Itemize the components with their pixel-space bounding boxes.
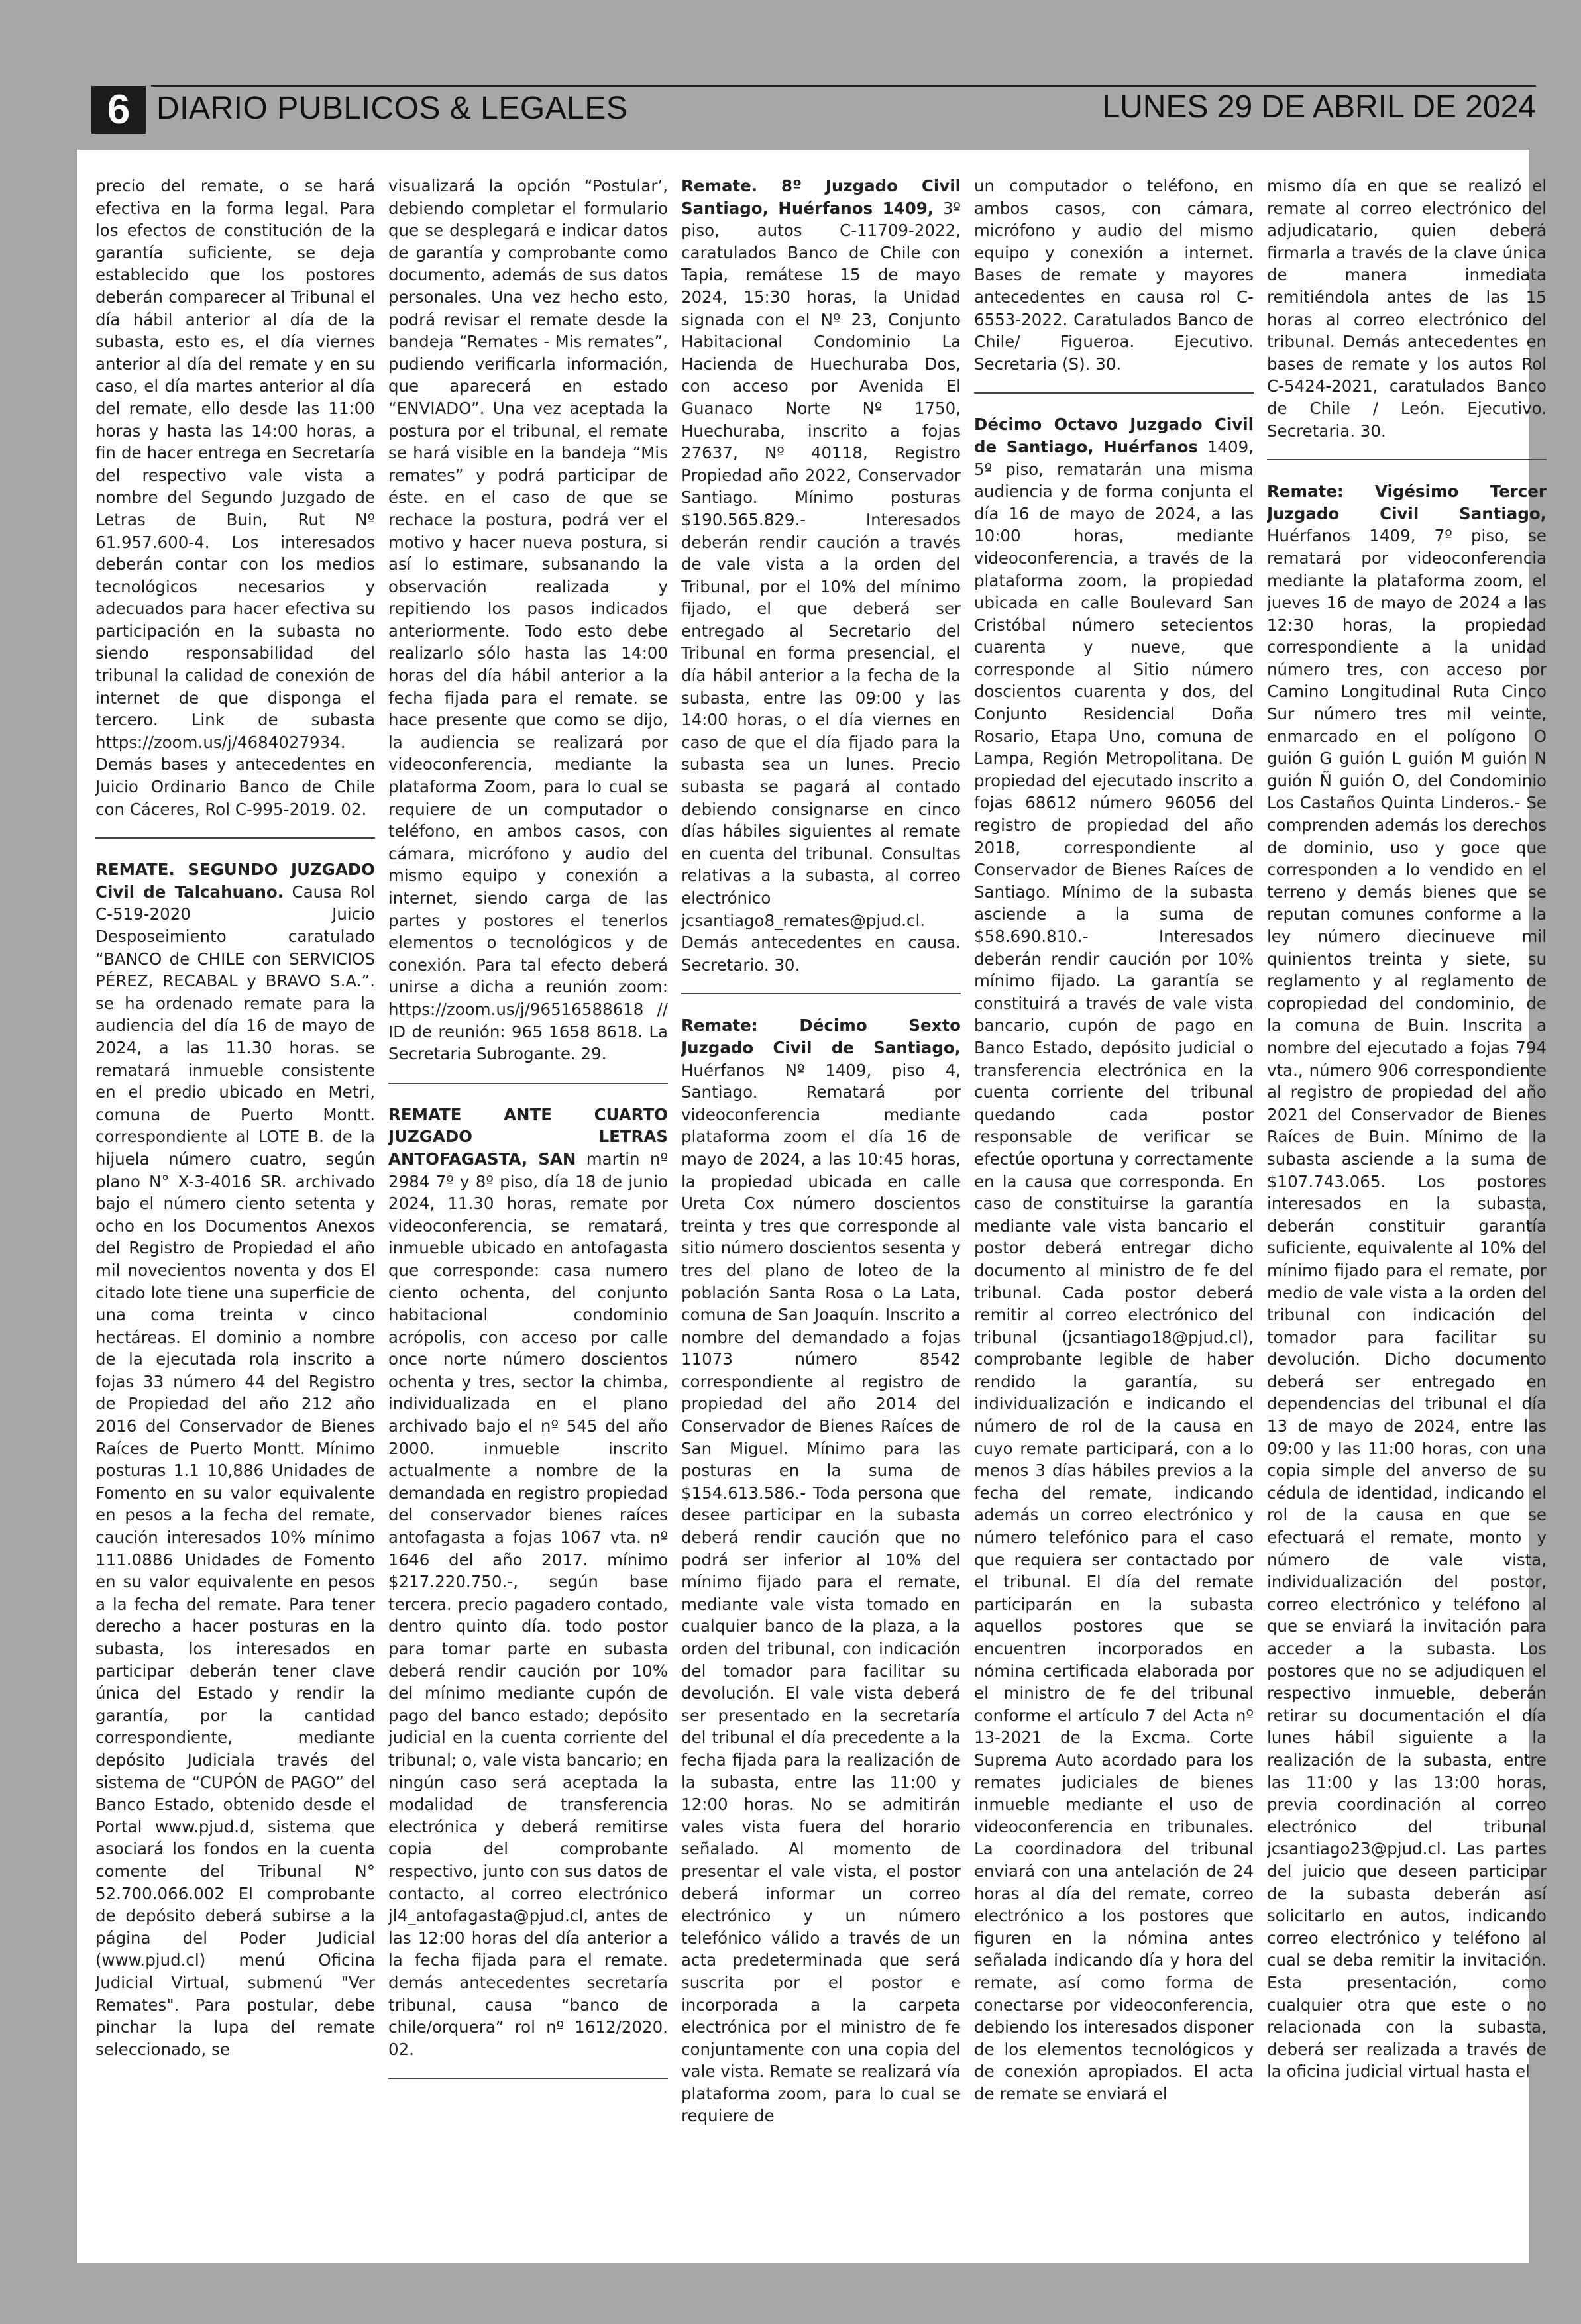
notice-heading: REMATE ANTE CUARTO JUZGADO LETRAS ANTOFAGASTA, SAN [388,1104,668,1169]
notice-text: 1409, 5º piso, rematarán una misma audiencia y de forma conjunta el día 16 de mayo de 2024, a las 10:00 horas, mediante videoconferencia, a través de la plataforma zoom, la propiedad ubicada en calle Boulevard San Cristóbal número setecientos cuarenta y nueve, que corresponde al Sitio número doscientos cuarenta y dos, del Conjunto Residencial Doña Rosario, Etapa Uno, comuna de Lampa, Región Metropolitana. De propiedad del ejecutado inscrito a fojas 68612 número 96056 del registro de propiedad del año 2018, correspondiente al Conservador de Bienes Raíces de Santiago. Mínimo de la subasta asciende a la suma de $58.690.810.- Interesados deberán rendir caución por 10% mínimo fijado. La garantía se constituirá a través de vale vista bancario, cupón de pago en Banco Estado, depósito judicial o transferencia electrónica en la cuenta corriente del tribunal quedando cada postor responsable de verificar se efectúe oportuna y correctamente en la causa que corresponda. En caso de constituirse la garantía mediante vale vista bancario el postor deberá entregar dicho documento al ministro de fe del tribunal. Cada postor deberá remitir al correo electrónico del tribunal (jcsantiago18@pjud.cl), comprobante legible de haber rendido la garantía, su individualización e indicando el número de rol de la causa en cuyo remate participará, con a lo menos 3 días hábiles previos a la fecha del remate, indicando además un correo electrónico y número telefónico para el caso que requiera ser contactado por el tribunal. El día del remate participarán en la subasta aquellos postores que se encuentren incorporados en nómina certificada elaborada por el ministro de fe del tribunal conforme el artículo 7 del Acta nº 13-2021 de la Excma. Corte Suprema Auto acordado para los remates judiciales de bienes inmueble mediante el uso de videoconferencia en tribunales. La coordinadora del tribunal enviará con una antelación de 24 horas al día del remate, correo electrónico a los postores que figuren en la nómina antes señalada indicando día y hora del remate, así como forma de conectarse por videoconferencia, debiendo los interesados disponer de los elementos tecnológicos y de conexión apropiados. El acta de remate se enviará el [974,437,1254,2103]
notice-heading: Remate: Décimo Sexto Juzgado Civil de Santiago, [681,1016,961,1057]
notice-text: un computador o teléfono, en ambos casos, con cámara, micrófono y audio del mismo equipo y conexión a internet. Bases de remate y mayores antecedentes en causa rol C-6553-2022. Caratulados Banco de Chile/ Figueroa. Ejecutivo. Secretaria (S). 30. [974,176,1254,374]
legal-notice [1267,480,1547,2083]
legal-notice [974,413,1254,2105]
notice-heading: Décimo Octavo Juzgado Civil de Santiago, Huérfanos [974,415,1254,456]
notice-divider [681,993,961,994]
notice-divider [388,1083,668,1084]
legal-notice [95,175,375,820]
notice-heading: Remate: Vigésimo Tercer Juzgado Civil Santiago, [1267,482,1547,523]
column-1 [95,175,375,2248]
header-rule [151,85,1536,87]
legal-notice [974,175,1254,375]
legal-notice [388,175,668,1065]
legal-notices-area [77,150,1547,2263]
page-header [91,79,1536,136]
notice-text: Huérfanos 1409, 7º piso, se rematará por videoconferencia mediante la plataforma zoom, el jueves 16 de mayo de 2024 a las 12:30 horas, la propiedad correspondiente a la unidad número tres, con acceso por Camino Longitudinal Ruta Cinco Sur número tres mil veinte, enmarcado en el polígono O guión G guión L guión M guión N guión Ñ guión O, del Condominio Los Castaños Quinta Linderos.- Se comprenden además los derechos de dominio, uso y goce que corresponden a lo vendido en el terreno y demás bienes que se reputan comunes conforme a la ley número diecinueve mil quinientos treinta y siete, su reglamento y al reglamento de copropiedad del condominio, de la comuna de Buin. Inscrita a nombre del ejecutado a fojas 794 vta., número 906 correspondiente al registro de propiedad del año 2021 del Conservador de Bienes Raíces de Buin. Mínimo de la subasta asciende a la suma de $107.743.065. Los postores interesados en la subasta, deberán constituir garantía suficiente, equivalente al 10% del mínimo fijado para el remate, por medio de vale vista a la orden del tribunal con indicación del tomador para facilitar su devolución. Dicho documento deberá ser entregado en dependencias del tribunal el día 13 de mayo de 2024, entre las 09:00 y las 11:00 horas, con una copia simple del anverso de su cédula de identidad, indicando el rol de la causa en que se efectuará el remate, monto y número de vale vista, individualización del postor, correo electrónico y teléfono al que se enviará la invitación para acceder a la subasta. Los postores que no se adjudiquen el respectivo inmueble, deberán retirar su documentación el día lunes hábil siguiente a la realización de la subasta, entre las 11:00 y las 13:00 horas, previa coordinación al correo electrónico del tribunal jcsantiago23@pjud.cl. Las partes del juicio que deseen participar de la subasta deberán así solicitarlo en autos, indicando correo electrónico y teléfono al cual se deba remitir la invitación. Esta presentación, como cualquier otra que este o no relacionada con la subasta, deberá ser realizada a través de la oficina judicial virtual hasta el [1267,526,1547,2082]
legal-notice [388,1104,668,2061]
notice-divider [95,837,375,839]
column-3 [681,175,961,2248]
legal-notice [681,1014,961,2127]
notice-text: visualizará la opción “Postular’, debiendo completar el formulario que se desplegará e indicar datos de garantía y comprobante como documento, además de sus datos personales. Una vez hecho esto, podrá revisar el remate desde la bandeja “Remates - Mis remates”, pudiendo verificarla información, que aparecerá en estado “ENVIADO”. Una vez aceptada la postura por el tribunal, el remate se hará visible en la bandeja “Mis remates” y podrá participar de éste. en el caso de que se rechace la postura, podrá ver el motivo y hacer nueva postura, si así lo estimare, subsanando la observación realizada y repitiendo los pasos indicados anteriormente. Todo esto debe realizarlo sólo hasta las 14:00 horas del día hábil anterior a la fecha fijada para el remate. se hace presente que como se dijo, la audiencia se realizará por videoconferencia, mediante la plataforma Zoom, para lo cual se requiere de un computador o teléfono, en ambos casos, con cámara, micrófono y audio del mismo equipo y conexión a internet, siendo carga de las partes y postores el tenerlos elementos o tecnológicos y de conexión. Para tal efecto deberá unirse a dicha a reunión zoom: https://zoom.us/j/96516588618 // ID de reunión: 965 1658 8618. La Secretaria Subrogante. 29. [388,176,668,1064]
notice-text: martin nº 2984 7º y 8º piso, día 18 de junio 2024, 11.30 horas, remate por videoconferencia, se rematará, inmueble ubicado en antofagasta que corresponde: casa numero ciento ochenta, del conjunto habitacional condominio acrópolis, con acceso por calle once norte número doscientos ochenta y tres, sector la chimba, individualizada en el plano archivado bajo el nº 545 del año 2000. inmueble inscrito actualmente a nombre de la demandada en registro propiedad del conservador bienes raíces antofagasta a fojas 1067 vta. nº 1646 del año 2017. mínimo $217.220.750.-, según base tercera. precio pagadero contado, dentro quinto día. todo postor para tomar parte en subasta deberá rendir caución por 10% del mínimo mediante cupón de pago del banco estado; depósito judicial en la cuenta corriente del tribunal; o, vale vista bancario; en ningún caso será aceptada la modalidad de transferencia electrónica y deberá remitirse copia del comprobante respectivo, junto con sus datos de contacto, al correo electrónico jl4_antofagasta@pjud.cl, antes de las 12:00 horas del día anterior a la fecha fijada para el remate. demás antecedentes secretaría tribunal, causa “banco de chile/orquera” rol nº 1612/2020. 02. [388,1149,668,2059]
notice-divider [388,2078,668,2079]
column-2 [388,175,668,2248]
notice-text: Huérfanos Nº 1409, piso 4, Santiago. Rematará por videoconferencia mediante plataforma zoom el día 16 de mayo de 2024, a las 10:45 horas, la propiedad ubicada en calle Ureta Cox número doscientos treinta y tres que corresponde al sitio número doscientos sesenta y tres del plano de loteo de la población Santa Rosa o La Lata, comuna de San Joaquín. Inscrito a nombre del demandado a fojas 11073 número 8542 correspondiente al registro de propiedad del año 2014 del Conservador de Bienes Raíces de San Miguel. Mínimo para las posturas en la suma de $154.613.586.- Toda persona que desee participar en la subasta deberá rendir caución que no podrá ser inferior al 10% del mínimo fijado para el remate, mediante vale vista tomado en cualquier banco de la plaza, a la orden del tribunal, con indicación del tomador para facilitar su devolución. El vale vista deberá ser presentado en la secretaría del tribunal el día precedente a la fecha fijada para la realización de la subasta, entre las 11:00 y 12:00 horas. No se admitirán vales vista fuera del horario señalado. Al momento de presentar el vale vista, el postor deberá informar un correo electrónico y un número telefónico válido a través de un acta predeterminada que será suscrita por el postor e incorporada a la carpeta electrónica por el ministro de fe conjuntamente con una copia del vale vista. Remate se realizará vía plataforma zoom, para lo cual se requiere de [681,1060,961,2126]
legal-notice [95,859,375,2060]
notice-heading: REMATE. SEGUNDO JUZGADO Civil de Talcahuano. [95,860,375,902]
legal-notice [1267,175,1547,442]
notice-divider [1267,459,1547,460]
notice-text: 3º piso, autos C-11709-2022, caratulados Banco de Chile con Tapia, remátese 15 de mayo 2024, 15:30 horas, la Unidad signada con el Nº 23, Conjunto Habitacional Condominio La Hacienda de Huechuraba Dos, con acceso por Avenida El Guanaco Norte Nº 1750, Huechuraba, inscrito a fojas 27637, Nº 40118, Registro Propiedad año 2022, Conservador Santiago. Mínimo posturas $190.565.829.- Interesados deberán rendir caución a través de vale vista a la orden del Tribunal, por el 10% del mínimo fijado, el que deberá ser entregado al Secretario del Tribunal en forma presencial, el día hábil anterior a la fecha de la subasta, entre las 09:00 y las 14:00 horas, o el día viernes en caso de que el día fijado para la subasta sea un lunes. Precio subasta se pagará al contado debiendo consignarse en cinco días hábiles siguientes al remate en cuenta del tribunal. Consultas relativas a la subasta, al correo electrónico jcsantiago8_remates@pjud.cl. Demás antecedentes en causa. Secretario. 30. [681,198,961,975]
notice-text: precio del remate, o se hará efectiva en la forma legal. Para los efectos de constitución de la garantía suficiente, se deja establecido que los postores deberán comparecer al Tribunal el día hábil anterior al día de la subasta, esto es, el día viernes anterior al día del remate y en su caso, el día martes anterior al día del remate, ello desde las 11:00 horas y hasta las 14:00 horas, a fin de hacer entrega en Secretaría del respectivo vale vista a nombre del Segundo Juzgado de Letras de Buin, Rut Nº 61.957.600-4. Los interesados deberán contar con los medios tecnológicos necesarios y adecuados para hacer efectiva su participación en la subasta no siendo responsabilidad del tribunal la calidad de conexión de internet de que disponga el tercero. Link de subasta https://zoom.us/j/4684027934. Demás bases y antecedentes en Juicio Ordinario Banco de Chile con Cáceres, Rol C-995-2019. 02. [95,176,375,819]
notice-text: Causa Rol C-519-2020 Juicio Desposeimiento caratulado “BANCO de CHILE con SERVICIOS PÉREZ, RECABAL y BRAVO S.A.”. se ha ordenado remate para la audiencia del día 16 de mayo de 2024, a las 11.30 horas. se rematará inmueble consistente en el predio ubicado en Metri, comuna de Puerto Montt. correspondiente al LOTE B. de la hijuela número cuatro, según plano N° X-3-4016 SR. archivado bajo el número ciento setenta y ocho en los Documentos Anexos del Registro de Propiedad el año mil novecientos noventa y dos El citado lote tiene una superficie de una coma treinta v cinco hectáreas. El dominio a nombre de la ejecutada rola inscrito a fojas 33 número 44 del Registro de Propiedad del año 212 año 2016 del Conservador de Bienes Raíces de Puerto Montt. Mínimo posturas 1.1 10,886 Unidades de Fomento en su valor equivalente en pesos a la fecha del remate, caución interesados 10% mínimo 111.0886 Unidades de Fomento en su valor equivalente en pesos a la fecha del remate. Para tener derecho a hacer posturas en la subasta, los interesados en participar deberán tener clave única del Estado y rendir la garantía, por la cantidad correspondiente, mediante depósito Judiciala través del sistema de “CUPÓN de PAGO” del Banco Estado, obtenido desde el Portal www.pjud.d, sistema que asociará los fondos en la cuenta comente del Tribunal N° 52.700.066.002 El comprobante de depósito deberá subirse a la página del Poder Judicial (www.pjud.cl) menú Oficina Judicial Virtual, submenú "Ver Remates". Para postular, debe pinchar la lupa del remate seleccionado, se [95,882,375,2059]
notice-divider [974,392,1254,394]
column-5 [1267,175,1547,2248]
issue-date: LUNES 29 DE ABRIL DE 2024 [1102,89,1536,125]
newspaper-title: DIARIO PUBLICOS & LEGALES [156,91,628,126]
page-number: 6 [91,86,146,134]
notice-text: mismo día en que se realizó el remate al correo electrónico del adjudicatario, quien deberá firmarla a través de la clave única de manera inmediata remitiéndola antes de las 15 horas al correo electrónico del tribunal. Demás antecedentes en bases de remate y los autos Rol C-5424-2021, caratulados Banco de Chile / León. Ejecutivo. Secretaria. 30. [1267,176,1547,441]
column-4 [974,175,1254,2248]
legal-notice [681,175,961,976]
notice-heading: Remate. 8º Juzgado Civil Santiago, Huérfanos 1409, [681,176,961,218]
